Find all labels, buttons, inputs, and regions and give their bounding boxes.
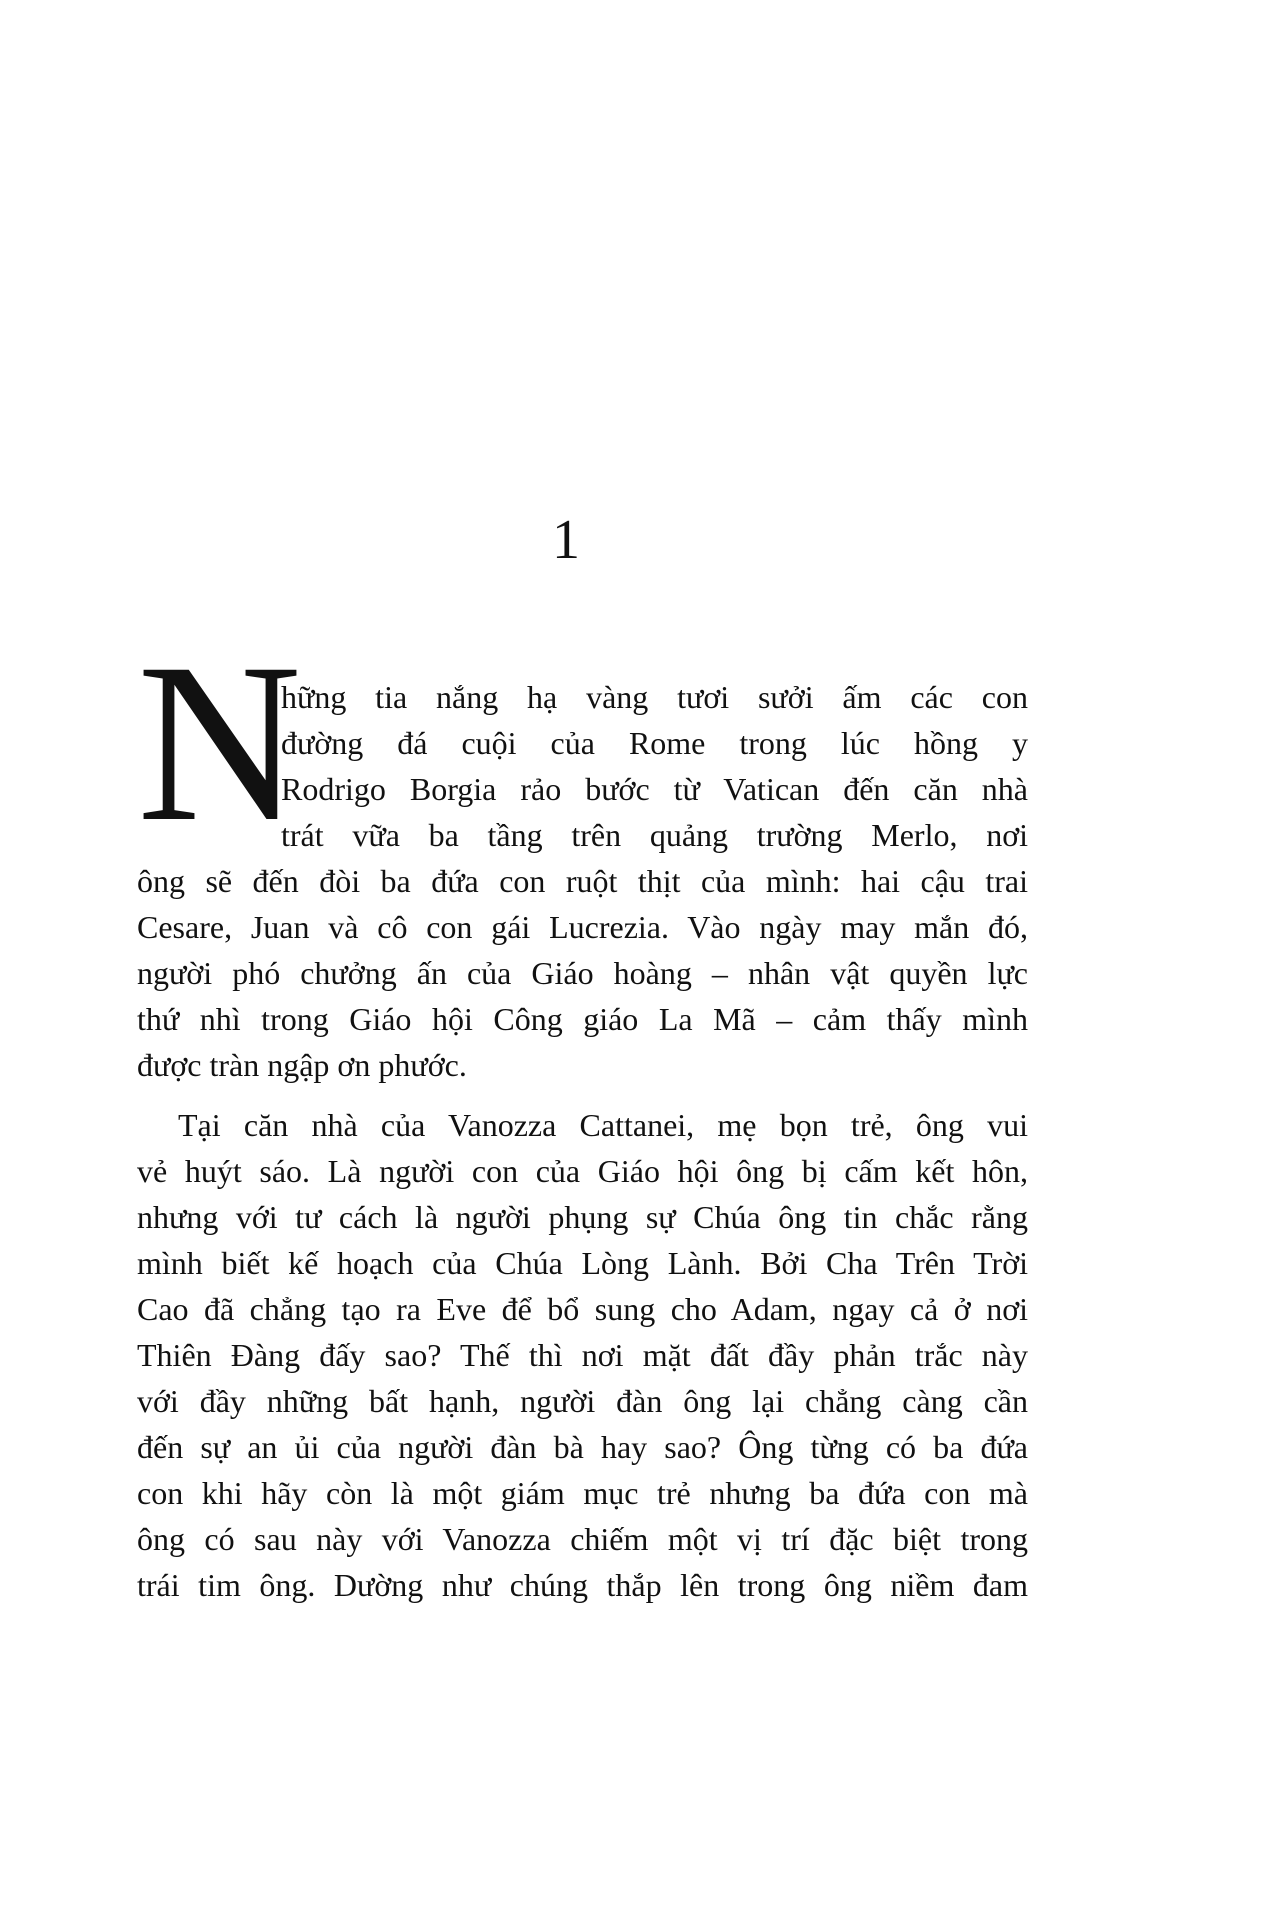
paragraph-2-line-8: đến sự an ủi của người đàn bà hay sao? Ông từng có ba đứa [137,1429,1028,1465]
paragraph-1-line-5: ông sẽ đến đòi ba đứa con ruột thịt của mình: hai cậu trai [137,863,1028,899]
paragraph-2-line-6: Thiên Đàng đấy sao? Thế thì nơi mặt đất đầy phản trắc này [137,1337,1028,1373]
chapter-number: 1 [552,509,580,571]
paragraph-2-line-5: Cao đã chẳng tạo ra Eve để bổ sung cho Adam, ngay cả ở nơi [137,1291,1028,1327]
paragraph-2-line-3: nhưng với tư cách là người phụng sự Chúa ông tin chắc rằng [137,1199,1028,1235]
drop-cap: N [137,617,302,869]
paragraph-2-line-2: vẻ huýt sáo. Là người con của Giáo hội ông bị cấm kết hôn, [137,1153,1028,1189]
paragraph-1-line-7: người phó chưởng ấn của Giáo hoàng – nhân vật quyền lực [137,955,1028,991]
paragraph-1-line-6: Cesare, Juan và cô con gái Lucrezia. Vào ngày may mắn đó, [137,909,1028,945]
paragraph-2-line-1: Tại căn nhà của Vanozza Cattanei, mẹ bọn trẻ, ông vui [178,1107,1028,1143]
paragraph-1-line-3: Rodrigo Borgia rảo bước từ Vatican đến căn nhà [281,771,1028,807]
paragraph-1-line-8: thứ nhì trong Giáo hội Công giáo La Mã – cảm thấy mình [137,1001,1028,1037]
paragraph-2-line-4: mình biết kế hoạch của Chúa Lòng Lành. Bởi Cha Trên Trời [137,1245,1028,1281]
paragraph-2-line-9: con khi hãy còn là một giám mục trẻ nhưng ba đứa con mà [137,1475,1028,1511]
paragraph-1-line-4: trát vữa ba tầng trên quảng trường Merlo, nơi [281,817,1028,853]
paragraph-2-line-10: ông có sau này với Vanozza chiếm một vị trí đặc biệt trong [137,1521,1028,1557]
paragraph-2-line-11: trái tim ông. Dường như chúng thắp lên trong ông niềm đam [137,1567,1028,1603]
paragraph-1-line-9: được tràn ngập ơn phước. [137,1047,467,1083]
paragraph-2-line-7: với đầy những bất hạnh, người đàn ông lại chẳng càng cần [137,1383,1028,1419]
paragraph-1-line-2: đường đá cuội của Rome trong lúc hồng y [281,725,1028,761]
paragraph-1-line-1: hững tia nắng hạ vàng tươi sưởi ấm các con [281,679,1028,715]
